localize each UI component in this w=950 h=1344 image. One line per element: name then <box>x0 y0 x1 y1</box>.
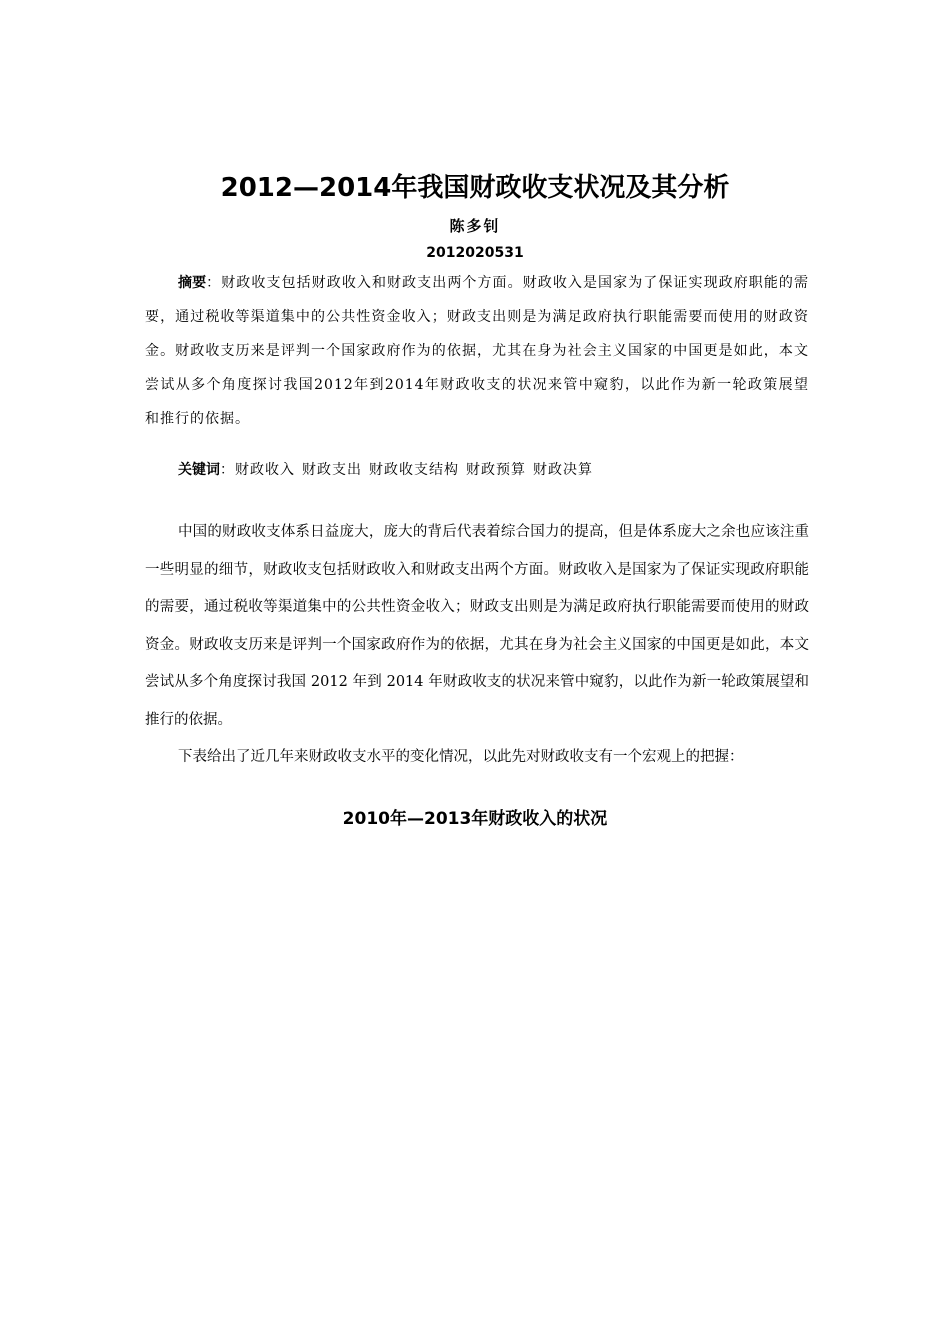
body-paragraph: 下表给出了近几年来财政收支水平的变化情况，以此先对财政收支有一个宏观上的把握： <box>178 749 744 765</box>
abstract-label: 摘要 <box>178 275 207 291</box>
keywords-label: 关键词 <box>178 462 220 478</box>
student-id: 2012020531 <box>426 245 524 261</box>
keyword-item: 财政收入 <box>235 462 295 478</box>
body-paragraph: 中国的财政收支体系日益庞大，庞大的背后代表着综合国力的提高，但是体系庞大之余也应该注重一些明显的细节，财政收支包括财政收入和财政支出两个方面。财政收入是国家为了保证实现政府职能的需要，通过税收等渠道集中的公共性资金收入；财政支出则是为满足政府执行职能需要而使用的财政资金。财政收支历来是评判一个国家政府作为的依据，尤其在身为社会主义国家的中国更是如此，本文尝试从多个角度探讨我国 2012 年到 2014 年财政收支的状况来管中窥豹，以此作为新一轮政策展望和推行的依据。 <box>145 524 809 728</box>
keywords-separator: ： <box>220 462 235 478</box>
author-name: 陈多钊 <box>449 217 501 235</box>
paper-title: 2012—2014年我国财政收支状况及其分析 <box>220 173 730 203</box>
abstract-paragraph <box>145 266 809 436</box>
keyword-item: 财政预算 <box>466 462 526 478</box>
keyword-item: 财政收支结构 <box>369 462 459 478</box>
keywords-line <box>145 455 809 485</box>
keyword-item: 财政决算 <box>533 462 593 478</box>
abstract-text: ：财政收支包括财政收入和财政支出两个方面。财政收入是国家为了保证实现政府职能的需要，通过税收等渠道集中的公共性资金收入；财政支出则是为满足政府执行职能需要而使用的财政资金。财政收支历来是评判一个国家政府作为的依据，尤其在身为社会主义国家的中国更是如此，本文尝试从多个角度探讨我国2012年到2014年财政收支的状况来管中窥豹，以此作为新一轮政策展望和推行的依据。 <box>145 275 810 427</box>
keyword-item: 财政支出 <box>302 462 362 478</box>
section-heading: 2010年—2013年财政收入的状况 <box>342 809 608 829</box>
